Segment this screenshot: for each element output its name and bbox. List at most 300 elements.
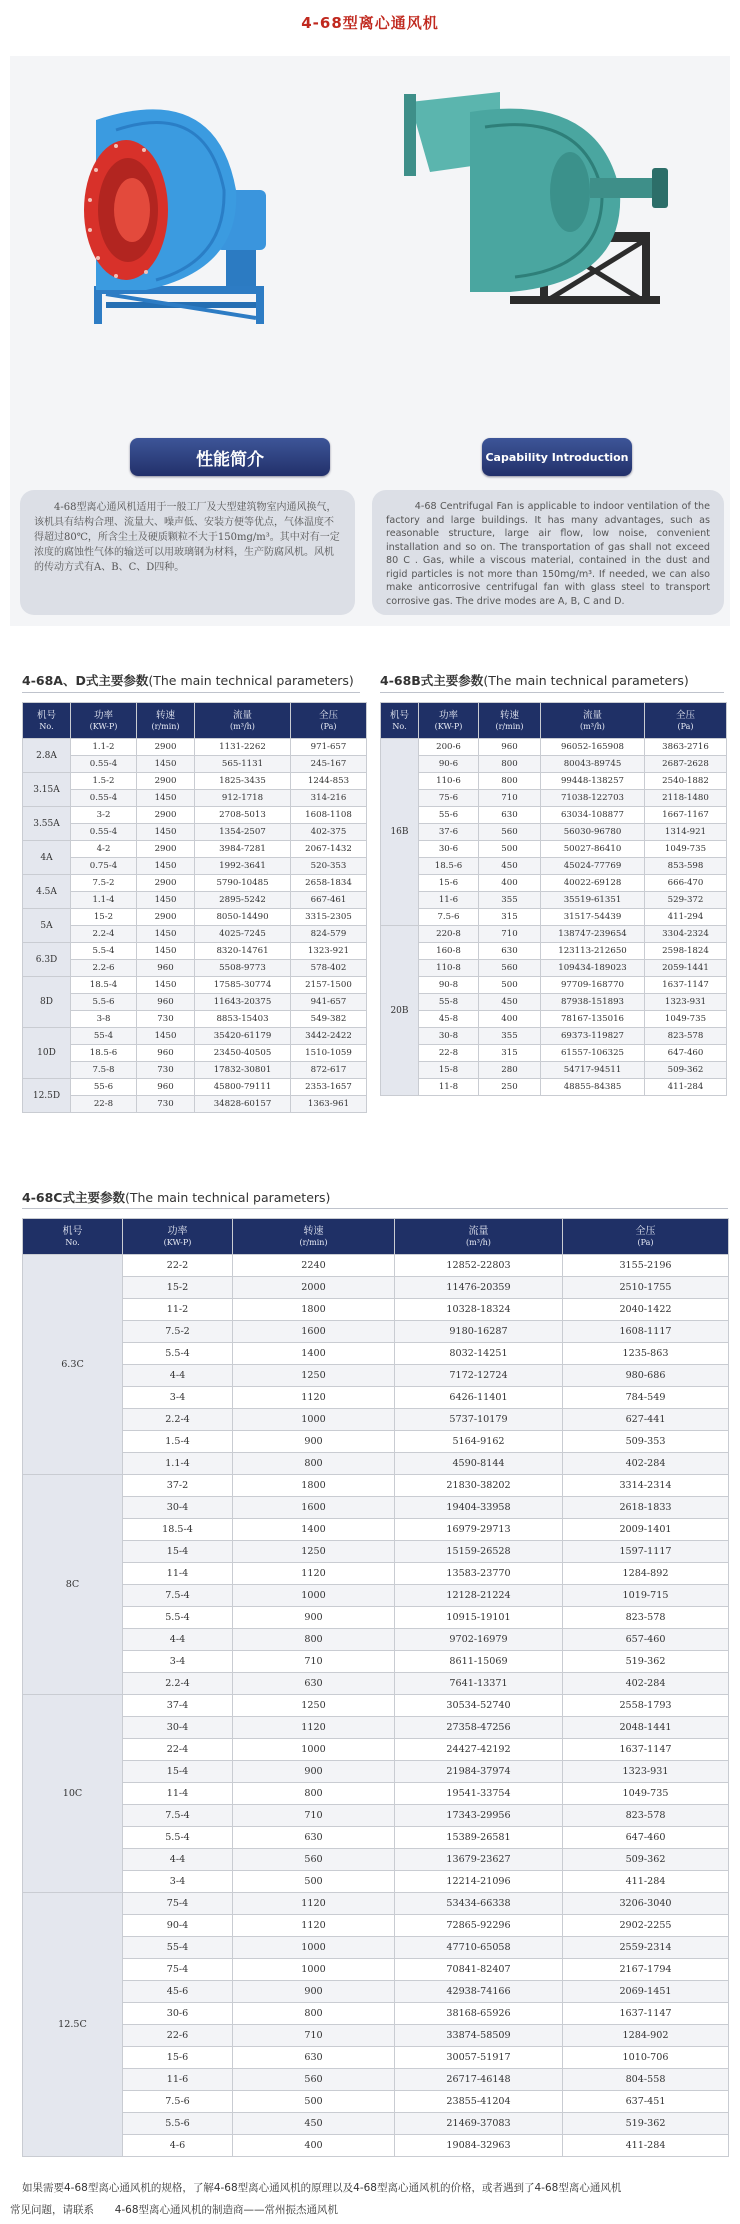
table-cell: 630	[233, 1673, 395, 1695]
table-cell: 853-598	[645, 858, 727, 875]
table-cell: 2900	[137, 875, 195, 892]
table-cell: 45024-77769	[541, 858, 645, 875]
table-cell: 9180-16287	[395, 1321, 563, 1343]
table-cell: 2559-2314	[563, 1937, 729, 1959]
table-cell: 1250	[233, 1365, 395, 1387]
table-cell: 627-441	[563, 1409, 729, 1431]
column-header-cn: 全压	[635, 1225, 656, 1237]
table-cell: 22-4	[123, 1739, 233, 1761]
table-cell: 509-362	[645, 1062, 727, 1079]
table-cell: 355	[479, 892, 541, 909]
table-row	[23, 807, 367, 824]
table-cell: 280	[479, 1062, 541, 1079]
table-cell: 804-558	[563, 2069, 729, 2091]
table-cell: 27358-47256	[395, 1717, 563, 1739]
table-cell: 35519-61351	[541, 892, 645, 909]
table-cell: 47710-65058	[395, 1937, 563, 1959]
table-cell: 8611-15069	[395, 1651, 563, 1673]
column-header-cn: 全压	[318, 709, 338, 721]
table-cell: 730	[137, 1062, 195, 1079]
table-row	[23, 2003, 729, 2025]
table-cell: 630	[479, 943, 541, 960]
table-cell: 2558-1793	[563, 1695, 729, 1717]
table-row	[23, 1299, 729, 1321]
table-cell: 42938-74166	[395, 1981, 563, 2003]
column-header	[395, 1219, 563, 1255]
teal-centrifugal-fan-image	[390, 82, 690, 312]
table-cell: 1323-921	[291, 943, 367, 960]
table-cell: 11-4	[123, 1563, 233, 1585]
table-row	[23, 1062, 367, 1079]
table-row	[23, 1028, 367, 1045]
table-cell: 11-2	[123, 1299, 233, 1321]
table-cell: 1450	[137, 977, 195, 994]
table-c	[22, 1218, 729, 2157]
column-header	[541, 703, 645, 739]
table-cell: 2048-1441	[563, 1717, 729, 1739]
table-cell: 1284-902	[563, 2025, 729, 2047]
table-cell: 200-6	[419, 739, 479, 756]
table-cell: 2009-1401	[563, 1519, 729, 1541]
table-c-title	[22, 1188, 330, 1206]
table-cell: 245-167	[291, 756, 367, 773]
table-cell: 33874-58509	[395, 2025, 563, 2047]
table-cell: 2598-1824	[645, 943, 727, 960]
table-cell: 560	[233, 2069, 395, 2091]
table-cell: 912-1718	[195, 790, 291, 807]
divider	[380, 692, 724, 693]
table-cell: 96052-165908	[541, 739, 645, 756]
column-header-cn: 机号	[36, 709, 56, 721]
table-row	[23, 1431, 729, 1453]
table-cell: 4-2	[71, 841, 137, 858]
column-header-cn: 流量	[232, 709, 252, 721]
table-cell: 18.5-6	[419, 858, 479, 875]
table-cell: 2902-2255	[563, 1915, 729, 1937]
table-row	[23, 756, 367, 773]
column-header-unit: (r/min)	[299, 1237, 328, 1247]
table-cell: 78167-135016	[541, 1011, 645, 1028]
table-row	[23, 1937, 729, 1959]
table-row	[23, 1629, 729, 1651]
table-row	[23, 909, 367, 926]
table-cell: 8320-14761	[195, 943, 291, 960]
table-row	[23, 1673, 729, 1695]
table-row	[23, 1497, 729, 1519]
table-cell: 630	[233, 1827, 395, 1849]
table-cell: 38168-65926	[395, 2003, 563, 2025]
table-cell: 19541-33754	[395, 1783, 563, 1805]
table-ad	[22, 702, 367, 1113]
table-row	[23, 1387, 729, 1409]
table-cell: 315	[479, 1045, 541, 1062]
table-row	[381, 1011, 727, 1028]
table-cell: 823-578	[563, 1805, 729, 1827]
table-row	[23, 977, 367, 994]
column-header	[381, 703, 419, 739]
table-cell: 26717-46148	[395, 2069, 563, 2091]
column-header	[71, 703, 137, 739]
table-row	[23, 1563, 729, 1585]
table-cell: 90-4	[123, 1915, 233, 1937]
column-header-unit: (KW-P)	[163, 1237, 192, 1247]
table-cell: 710	[233, 1805, 395, 1827]
table-row	[23, 1783, 729, 1805]
table-cell: 3-8	[71, 1011, 137, 1028]
table-cell: 40022-69128	[541, 875, 645, 892]
table-cell: 7.5-4	[123, 1585, 233, 1607]
table-cell: 13583-23770	[395, 1563, 563, 1585]
table-cell: 30-6	[123, 2003, 233, 2025]
table-cell: 4590-8144	[395, 1453, 563, 1475]
table-cell: 34828-60157	[195, 1096, 291, 1113]
table-row	[381, 824, 727, 841]
table-row	[23, 1011, 367, 1028]
table-cell: 19404-33958	[395, 1497, 563, 1519]
column-header-cn: 转速	[155, 709, 175, 721]
table-cell: 3984-7281	[195, 841, 291, 858]
table-row	[23, 1827, 729, 1849]
table-cell: 35420-61179	[195, 1028, 291, 1045]
table-cell: 5737-10179	[395, 1409, 563, 1431]
table-cell: 500	[233, 1871, 395, 1893]
table-cell: 1608-1117	[563, 1321, 729, 1343]
table-cell: 657-460	[563, 1629, 729, 1651]
table-cell: 529-372	[645, 892, 727, 909]
table-cell: 411-284	[645, 1079, 727, 1096]
column-header-unit: No.	[392, 721, 407, 731]
table-row	[23, 875, 367, 892]
table-cell: 630	[233, 2047, 395, 2069]
table-cell: 15-2	[123, 1277, 233, 1299]
table-cell: 824-579	[291, 926, 367, 943]
table-cell: 960	[479, 739, 541, 756]
table-cell: 450	[479, 858, 541, 875]
column-header-cn: 功率	[93, 709, 113, 721]
table-cell: 2.2-4	[71, 926, 137, 943]
machine-number-cell: 12.5D	[23, 1079, 71, 1113]
table-cell: 17343-29956	[395, 1805, 563, 1827]
table-cell: 1049-735	[645, 1011, 727, 1028]
column-header-cn: 功率	[438, 709, 458, 721]
table-cell: 1450	[137, 926, 195, 943]
footer-line-2	[10, 2202, 720, 2217]
table-cell: 1800	[233, 1299, 395, 1321]
table-cell: 2618-1833	[563, 1497, 729, 1519]
divider	[22, 1208, 728, 1209]
column-header-cn: 机号	[389, 709, 409, 721]
column-header-unit: (KW-P)	[89, 721, 118, 731]
table-cell: 1363-961	[291, 1096, 367, 1113]
table-row	[23, 1739, 729, 1761]
table-row	[23, 1717, 729, 1739]
table-row	[381, 892, 727, 909]
table-cell: 1000	[233, 1739, 395, 1761]
footer-line-1: 如果需要4-68型离心通风机的规格，了解4-68型离心通风机的原理以及4-68型离心通风机的价格，或者遇到了4-68型离心通风机	[22, 2182, 622, 2194]
table-row	[23, 2069, 729, 2091]
table-cell: 565-1131	[195, 756, 291, 773]
table-row	[381, 841, 727, 858]
column-header-unit: (Pa)	[320, 721, 337, 731]
table-cell: 710	[479, 790, 541, 807]
table-b	[380, 702, 727, 1096]
table-cell: 1120	[233, 1893, 395, 1915]
table-cell: 1450	[137, 1028, 195, 1045]
table-cell: 1.1-4	[123, 1453, 233, 1475]
table-cell: 18.5-4	[123, 1519, 233, 1541]
table-cell: 110-8	[419, 960, 479, 977]
machine-number-cell: 6.3D	[23, 943, 71, 977]
column-header-unit: No.	[65, 1237, 80, 1247]
column-header-unit: (m³/h)	[580, 721, 605, 731]
table-cell: 15-2	[71, 909, 137, 926]
table-cell: 23450-40505	[195, 1045, 291, 1062]
table-cell: 960	[137, 994, 195, 1011]
table-cell: 2.2-4	[123, 1673, 233, 1695]
table-cell: 99448-138257	[541, 773, 645, 790]
table-ad-title	[22, 671, 354, 689]
table-cell: 1800	[233, 1475, 395, 1497]
table-cell: 9702-16979	[395, 1629, 563, 1651]
table-row	[23, 1255, 729, 1277]
table-row	[381, 926, 727, 943]
table-cell: 250	[479, 1079, 541, 1096]
table-cell: 1510-1059	[291, 1045, 367, 1062]
table-row	[23, 1893, 729, 1915]
table-cell: 1667-1167	[645, 807, 727, 824]
table-cell: 2040-1422	[563, 1299, 729, 1321]
column-header-cn: 转速	[303, 1225, 324, 1237]
table-row	[23, 858, 367, 875]
table-cell: 7.5-4	[123, 1805, 233, 1827]
table-cell: 8853-15403	[195, 1011, 291, 1028]
table-cell: 53434-66338	[395, 1893, 563, 1915]
column-header-cn: 转速	[499, 709, 519, 721]
column-header-cn: 机号	[62, 1225, 83, 1237]
table-cell: 30057-51917	[395, 2047, 563, 2069]
table-cell: 1323-931	[563, 1761, 729, 1783]
table-cell: 800	[233, 2003, 395, 2025]
table-cell: 710	[233, 2025, 395, 2047]
table-row	[23, 1277, 729, 1299]
table-cell: 3863-2716	[645, 739, 727, 756]
table-cell: 15159-26528	[395, 1541, 563, 1563]
table-cell: 971-657	[291, 739, 367, 756]
table-cell: 55-6	[419, 807, 479, 824]
table-cell: 560	[479, 824, 541, 841]
table-cell: 1244-853	[291, 773, 367, 790]
table-cell: 0.55-4	[71, 824, 137, 841]
table-row	[381, 1028, 727, 1045]
table-cell: 1637-1147	[645, 977, 727, 994]
table-cell: 7.5-6	[419, 909, 479, 926]
table-cell: 560	[479, 960, 541, 977]
table-cell: 3304-2324	[645, 926, 727, 943]
table-cell: 450	[479, 994, 541, 1011]
table-cell: 872-617	[291, 1062, 367, 1079]
table-cell: 2000	[233, 1277, 395, 1299]
table-cell: 520-353	[291, 858, 367, 875]
table-cell: 560	[233, 1849, 395, 1871]
table-b-title-cn: 4-68B式主要参数	[380, 673, 484, 688]
table-cell: 900	[233, 1981, 395, 2003]
table-cell: 2900	[137, 841, 195, 858]
table-cell: 647-460	[563, 1827, 729, 1849]
table-cell: 800	[233, 1629, 395, 1651]
table-cell: 75-6	[419, 790, 479, 807]
table-cell: 55-4	[123, 1937, 233, 1959]
table-cell: 31517-54439	[541, 909, 645, 926]
table-row	[381, 858, 727, 875]
table-cell: 5.5-6	[123, 2113, 233, 2135]
table-cell: 3-4	[123, 1387, 233, 1409]
table-cell: 4-6	[123, 2135, 233, 2157]
table-cell: 2687-2628	[645, 756, 727, 773]
table-cell: 500	[233, 2091, 395, 2113]
table-cell: 160-8	[419, 943, 479, 960]
footer-manufacturer-link[interactable]: 4-68型离心通风机的制造商——常州振杰通风机	[114, 2204, 339, 2216]
machine-number-cell: 3.55A	[23, 807, 71, 841]
table-cell: 21984-37974	[395, 1761, 563, 1783]
table-cell: 1000	[233, 1409, 395, 1431]
table-row	[381, 994, 727, 1011]
table-cell: 3442-2422	[291, 1028, 367, 1045]
table-row	[23, 994, 367, 1011]
column-header-cn: 功率	[167, 1225, 188, 1237]
table-row	[381, 1079, 727, 1096]
table-cell: 800	[233, 1453, 395, 1475]
column-header	[195, 703, 291, 739]
table-cell: 87938-151893	[541, 994, 645, 1011]
table-cell: 71038-122703	[541, 790, 645, 807]
table-b-title	[380, 671, 689, 689]
table-cell: 4-4	[123, 1365, 233, 1387]
table-row	[23, 892, 367, 909]
table-cell: 109434-189023	[541, 960, 645, 977]
table-row	[381, 1062, 727, 1079]
table-cell: 2658-1834	[291, 875, 367, 892]
table-row	[381, 1045, 727, 1062]
table-cell: 3206-3040	[563, 1893, 729, 1915]
table-cell: 0.75-4	[71, 858, 137, 875]
table-cell: 5.5-4	[123, 1607, 233, 1629]
table-cell: 1450	[137, 858, 195, 875]
table-cell: 0.55-4	[71, 790, 137, 807]
table-cell: 0.55-4	[71, 756, 137, 773]
table-cell: 75-4	[123, 1959, 233, 1981]
table-row	[23, 2047, 729, 2069]
table-cell: 2.2-6	[71, 960, 137, 977]
table-cell: 941-657	[291, 994, 367, 1011]
table-cell: 666-470	[645, 875, 727, 892]
table-cell: 637-451	[563, 2091, 729, 2113]
table-c-title-cn: 4-68C式主要参数	[22, 1190, 125, 1205]
column-header-unit: (m³/h)	[230, 721, 255, 731]
column-header-unit: (Pa)	[677, 721, 694, 731]
table-cell: 54717-94511	[541, 1062, 645, 1079]
column-header	[419, 703, 479, 739]
column-header	[233, 1219, 395, 1255]
column-header	[23, 703, 71, 739]
table-cell: 1000	[233, 1959, 395, 1981]
blue-red-centrifugal-fan-image	[66, 90, 286, 330]
table-cell: 315	[479, 909, 541, 926]
table-cell: 1049-735	[563, 1783, 729, 1805]
footer-prefix: 常见问题，请联系	[10, 2204, 94, 2216]
table-cell: 1131-2262	[195, 739, 291, 756]
table-cell: 2118-1480	[645, 790, 727, 807]
table-cell: 1400	[233, 1343, 395, 1365]
table-cell: 823-578	[645, 1028, 727, 1045]
table-cell: 11643-20375	[195, 994, 291, 1011]
table-row	[23, 841, 367, 858]
table-cell: 1600	[233, 1497, 395, 1519]
table-cell: 2900	[137, 807, 195, 824]
table-row	[23, 1343, 729, 1365]
table-cell: 578-402	[291, 960, 367, 977]
table-row	[23, 1321, 729, 1343]
table-cell: 1250	[233, 1695, 395, 1717]
table-cell: 960	[137, 1079, 195, 1096]
table-row	[23, 1541, 729, 1563]
table-cell: 3315-2305	[291, 909, 367, 926]
table-cell: 15-4	[123, 1761, 233, 1783]
table-cell: 45-8	[419, 1011, 479, 1028]
table-row	[23, 1915, 729, 1937]
table-cell: 30-4	[123, 1717, 233, 1739]
table-row	[23, 1849, 729, 1871]
table-cell: 1.5-2	[71, 773, 137, 790]
table-cell: 1354-2507	[195, 824, 291, 841]
table-cell: 12214-21096	[395, 1871, 563, 1893]
table-cell: 2708-5013	[195, 807, 291, 824]
table-row	[23, 943, 367, 960]
table-row	[23, 1079, 367, 1096]
table-cell: 90-8	[419, 977, 479, 994]
table-cell: 402-284	[563, 1673, 729, 1695]
intro-text-en: 4-68 Centrifugal Fan is applicable to indoor ventilation of the factory and large buildings. It has many advantages, such as reasonable structure, large air flow, low noise, convenient installation and so on. The transportation of gas shall not exceed 80 C . Gas, while a viscous material, contained in the dust and rigid particles is not more than 150mg/m³. If needed, we can also make anticorrosive centrifugal fan with glass steel to transport corrosive gas. The drive modes are A, B, C and D.	[372, 490, 724, 615]
table-row	[23, 1651, 729, 1673]
column-header-unit: No.	[39, 721, 54, 731]
table-cell: 2059-1441	[645, 960, 727, 977]
table-cell: 55-8	[419, 994, 479, 1011]
table-cell: 960	[137, 960, 195, 977]
table-row	[23, 1805, 729, 1827]
table-cell: 4-4	[123, 1629, 233, 1651]
table-cell: 45800-79111	[195, 1079, 291, 1096]
table-cell: 97709-168770	[541, 977, 645, 994]
table-cell: 30534-52740	[395, 1695, 563, 1717]
table-cell: 2900	[137, 909, 195, 926]
table-cell: 1825-3435	[195, 773, 291, 790]
table-row	[23, 739, 367, 756]
table-cell: 1.1-4	[71, 892, 137, 909]
table-cell: 1597-1117	[563, 1541, 729, 1563]
table-cell: 1637-1147	[563, 1739, 729, 1761]
column-header	[291, 703, 367, 739]
table-row	[23, 790, 367, 807]
table-cell: 23855-41204	[395, 2091, 563, 2113]
table-cell: 1992-3641	[195, 858, 291, 875]
table-cell: 17585-30774	[195, 977, 291, 994]
table-cell: 61557-106325	[541, 1045, 645, 1062]
table-cell: 22-6	[123, 2025, 233, 2047]
intro-text-cn: 4-68型离心通风机适用于一般工厂及大型建筑物室内通风换气，该机具有结构合理、流量大、噪声低、安装方便等优点，气体温度不得超过80℃，所含尘土及硬质颗粒不大于150mg/m³。其中对有一定浓度的腐蚀性气体的输送可以用玻璃钢为材料，生产防腐风机。风机的传动方式有A、B、C、D四种。	[20, 490, 355, 615]
table-cell: 1120	[233, 1915, 395, 1937]
table-cell: 800	[479, 756, 541, 773]
machine-number-cell: 4A	[23, 841, 71, 875]
table-cell: 63034-108877	[541, 807, 645, 824]
